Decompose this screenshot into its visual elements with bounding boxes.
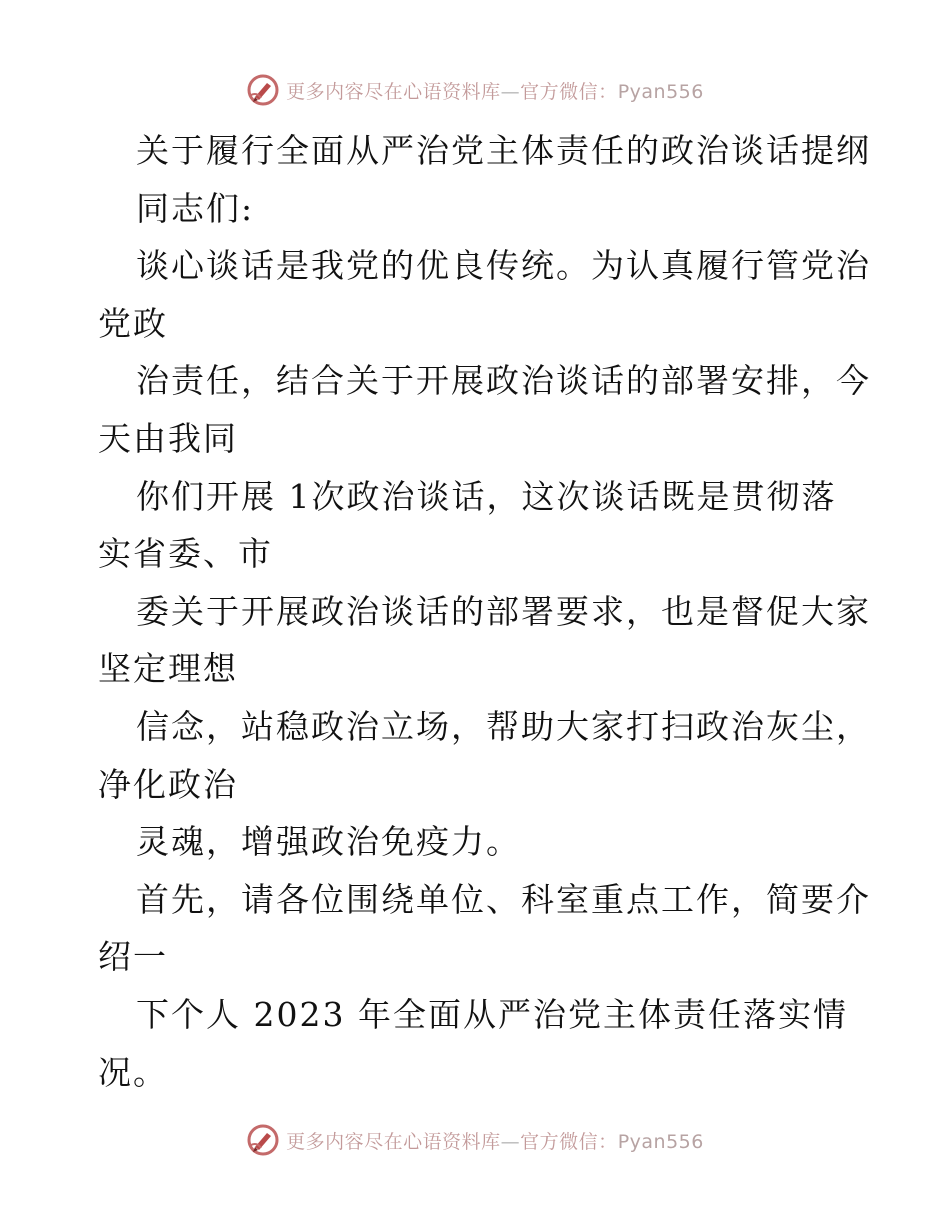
watermark-separator: — — [500, 80, 521, 103]
watermark-text — [286, 1127, 704, 1154]
document-title: 关于履行全面从严治党主体责任的政治谈话提纲 — [136, 131, 871, 170]
watermark-site: 更多内容尽在心语资料库 — [286, 1130, 501, 1153]
document-body — [98, 122, 871, 1101]
text-line: 首先，请各位围绕单位、科室重点工作，简要介 — [136, 879, 871, 919]
pen-logo-icon — [246, 1123, 280, 1157]
text-line: 坚定理想 — [98, 649, 238, 689]
watermark-account-label: 官方微信： — [520, 80, 618, 103]
text-line: 谈心谈话是我党的优良传统。为认真履行管党治 — [136, 246, 871, 286]
text-line: 治责任，结合关于开展政治谈话的部署安排，今 — [136, 361, 871, 401]
watermark-separator: — — [500, 1130, 521, 1153]
text-line: 党政 — [98, 303, 168, 343]
text-line: 下个人 2023 年全面从严治党主体责任落实情 — [136, 994, 848, 1034]
watermark-account: Pyan556 — [617, 1130, 704, 1153]
footer-watermark — [0, 1120, 950, 1160]
text-line: 你们开展 1次政治谈话，这次谈话既是贯彻落 — [136, 476, 837, 516]
text-line: 同志们: — [136, 188, 255, 228]
watermark-text — [286, 77, 704, 104]
text-line: 天由我同 — [98, 418, 238, 458]
text-line: 况。 — [98, 1052, 168, 1092]
watermark-account-label: 官方微信： — [520, 1130, 618, 1153]
text-line: 信念，站稳政治立场，帮助大家打扫政治灰尘， — [136, 706, 871, 746]
pen-logo-icon — [246, 73, 280, 107]
header-watermark — [0, 70, 950, 110]
text-line: 灵魂，增强政治免疫力。 — [136, 822, 521, 862]
text-line: 绍一 — [98, 937, 168, 977]
watermark-account: Pyan556 — [617, 80, 704, 103]
text-line: 委关于开展政治谈话的部署要求，也是督促大家 — [136, 591, 871, 631]
watermark-site: 更多内容尽在心语资料库 — [286, 80, 501, 103]
text-line: 净化政治 — [98, 764, 238, 804]
text-line: 实省委、市 — [98, 534, 273, 574]
